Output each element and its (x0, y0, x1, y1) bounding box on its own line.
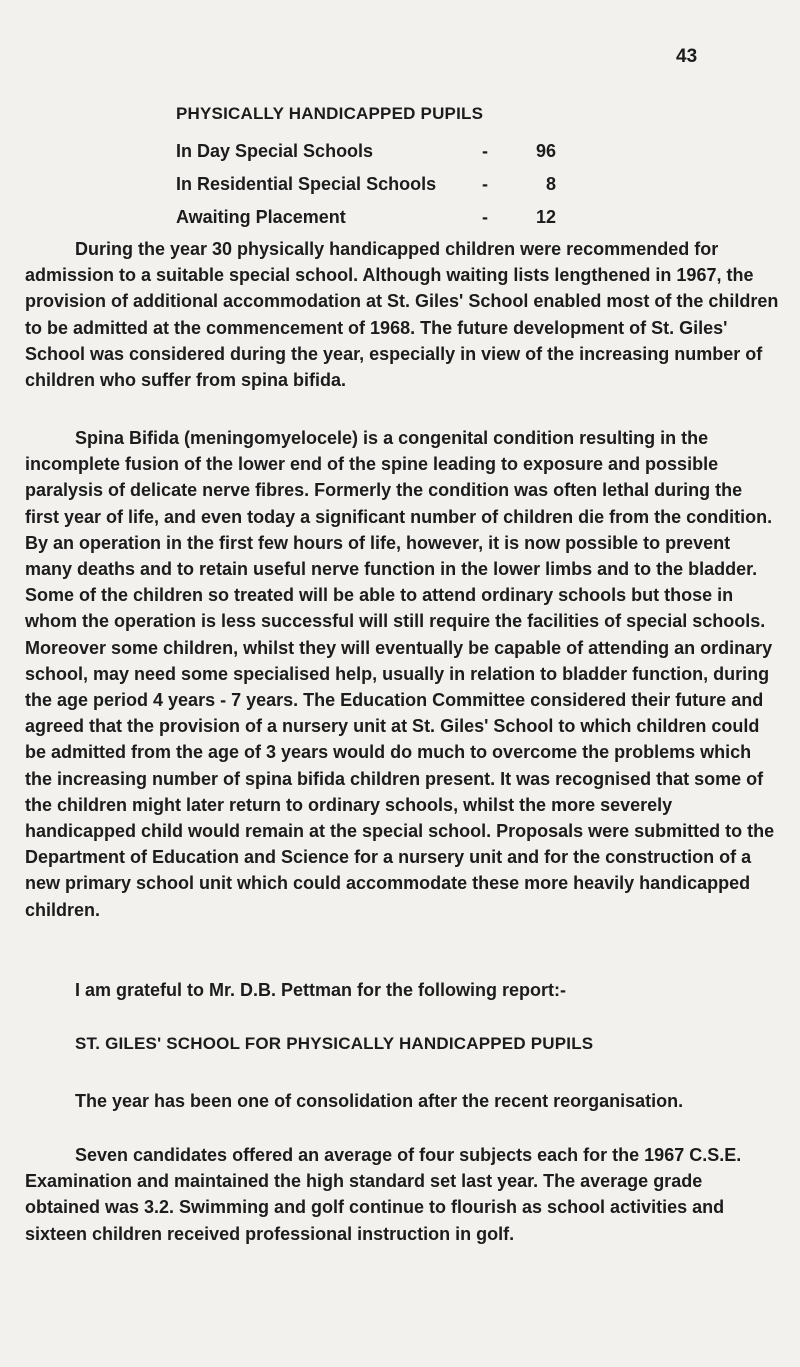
stat-dash: - (482, 141, 488, 161)
stat-dash: - (482, 207, 488, 227)
placement-stats (176, 141, 556, 240)
stat-dash: - (482, 174, 488, 194)
paragraph-acknowledgement: I am grateful to Mr. D.B. Pettman for the following report:- (75, 980, 567, 1000)
paragraph-spina-bifida: Spina Bifida (meningomyelocele) is a congenital condition resulting in the incomplete fusion of the lower end of the spine leading to exposure and possible paralysis of delicate nerve fibres. Formerly the condition was often lethal during the first year of life, and even today a significant number of children die from the condition. By an operation in the first few hours of life, however, it is now possible to prevent many deaths and to retain useful nerve function in the lower limbs and to the bladder. Some of the children so treated will be able to attend ordinary schools but those in whom the operation is less successful will still require the facilities of special schools. Moreover some children, whilst they will eventually be capable of attending an ordinary school, may need some specialised help, usually in relation to bladder function, during the age period 4 years - 7 years. The Education Committee considered their future and agreed that the provision of a nursery unit at St. Giles' School to which children could be admitted from the age of 3 years would do much to overcome the problems which the increasing number of spina bifida children present. It was recognised that some of the children might later return to ordinary schools, whilst the more severely handicapped child would remain at the special school. Proposals were submitted to the Department of Education and Science for a nursery unit and for the construction of a new primary school unit which could accommodate these more heavily handicapped children. (25, 428, 775, 920)
paragraph-consolidation: The year has been one of consolidation after the recent reorganisation. (75, 1091, 684, 1111)
paragraph-examinations: Seven candidates offered an average of four subjects each for the 1967 C.S.E. Examination and maintained the high standard set last year. The average grade obtained was 3.2. Swimming and golf continue to flourish as school activities and sixteen children received professional instruction in golf. (25, 1145, 742, 1244)
subsection-heading: ST. GILES' SCHOOL FOR PHYSICALLY HANDICAPPED PUPILS (75, 1034, 594, 1053)
section-heading: PHYSICALLY HANDICAPPED PUPILS (176, 104, 484, 123)
page-number: 43 (676, 46, 698, 67)
stat-label: In Residential Special Schools (176, 174, 437, 194)
stat-row-residential-special (176, 174, 556, 207)
paragraph-recommendations: During the year 30 physically handicapped children were recommended for admission to a suitable special school. Although waiting lists lengthened in 1967, the provision of additional accommodation at St. Giles' School enabled most of the children to be admitted at the commencement of 1968. The future development of St. Giles' School was considered during the year, especially in view of the increasing number of children who suffer from spina bifida. (25, 239, 779, 391)
stat-row-day-special (176, 141, 556, 174)
stat-value: 8 (545, 174, 556, 194)
stat-label: In Day Special Schools (176, 141, 374, 161)
stat-value: 96 (535, 141, 556, 161)
stat-value: 12 (535, 207, 556, 227)
stat-label: Awaiting Placement (176, 207, 346, 227)
